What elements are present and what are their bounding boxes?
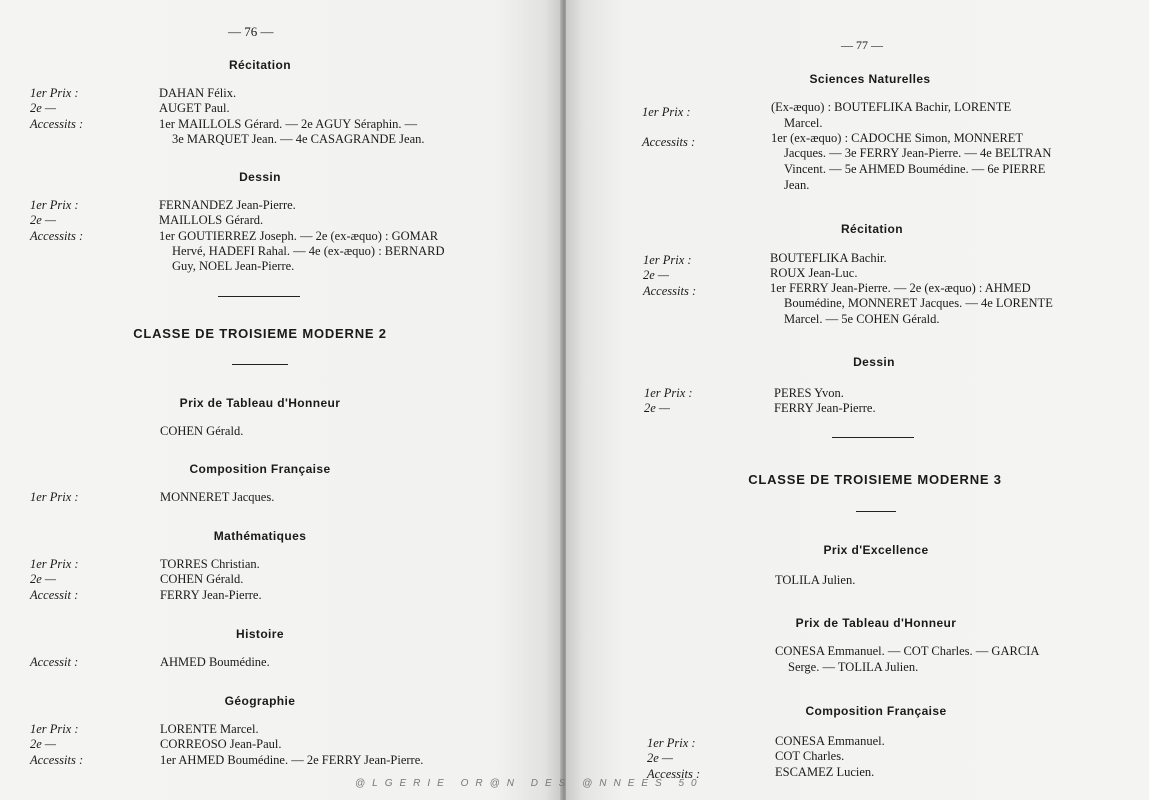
prize-winner: CONESA Emmanuel. — COT Charles. — GARCIA (775, 644, 1040, 658)
accessit-list: 1er AHMED Boumédine. — 2e FERRY Jean-Pierre. (160, 753, 424, 767)
divider (218, 296, 300, 297)
prize-label: 1er Prix : (643, 253, 692, 267)
section-title: Prix de Tableau d'Honneur (179, 396, 341, 410)
prize-label: 1er Prix : (30, 722, 79, 736)
prize-label: 1er Prix : (30, 198, 79, 212)
prize-winner: COHEN Gérald. (160, 424, 244, 438)
prize-winner: Marcel. (784, 116, 823, 130)
page-number: — 76 — (228, 24, 274, 39)
prize-label: 2e — (30, 213, 57, 227)
prize-winner: LORENTE Marcel. (160, 722, 259, 736)
section-title: Dessin (853, 355, 895, 369)
prize-winner: (Ex-æquo) : BOUTEFLIKA Bachir, LORENTE (771, 100, 1012, 114)
accessit-list: Guy, NOEL Jean-Pierre. (172, 259, 295, 273)
accessit-label: Accessits : (643, 284, 697, 298)
prize-winner: PERES Yvon. (774, 386, 844, 400)
prize-winner: ROUX Jean-Luc. (770, 266, 858, 280)
accessit-list: 3e MARQUET Jean. — 4e CASAGRANDE Jean. (172, 132, 425, 146)
section-title: Composition Française (805, 704, 947, 718)
watermark: @LGERIE OR@N DES @NNEES 50 (355, 778, 704, 789)
accessit-list: FERRY Jean-Pierre. (160, 588, 262, 602)
accessit-list: 1er MAILLOLS Gérard. — 2e AGUY Séraphin. — (159, 117, 418, 131)
accessit-list: Hervé, HADEFI Rahal. — 4e (ex-æquo) : BERNARD (172, 244, 445, 258)
accessit-list: Jean. (784, 178, 810, 192)
prize-label: 2e — (647, 751, 674, 765)
accessit-label: Accessits : (30, 117, 84, 131)
prize-winner: COT Charles. (775, 749, 845, 763)
prize-winner: MAILLOLS Gérard. (159, 213, 264, 227)
accessit-label: Accessit : (30, 588, 79, 602)
prize-winner: MONNERET Jacques. (160, 490, 275, 504)
accessit-list: Jacques. — 3e FERRY Jean-Pierre. — 4e BELTRAN (784, 146, 1052, 160)
section-title: Prix d'Excellence (823, 543, 929, 557)
accessit-list: Boumédine, MONNERET Jacques. — 4e LORENTE (784, 296, 1053, 310)
accessit-label: Accessit : (30, 655, 79, 669)
section-title: Composition Française (189, 462, 331, 476)
accessit-list: 1er FERRY Jean-Pierre. — 2e (ex-æquo) : AHMED (770, 281, 1031, 295)
section-title: Géographie (224, 694, 296, 708)
prize-winner: CORREOSO Jean-Paul. (160, 737, 282, 751)
prize-winner: CONESA Emmanuel. (775, 734, 885, 748)
right-page (566, 0, 1149, 800)
accessit-list: 1er (ex-æquo) : CADOCHE Simon, MONNERET (771, 131, 1024, 145)
prize-label: 2e — (643, 268, 670, 282)
page-number: — 77 — (841, 38, 883, 52)
class-title: CLASSE DE TROISIEME MODERNE 2 (133, 326, 387, 341)
divider (856, 511, 896, 512)
section-title: Prix de Tableau d'Honneur (795, 616, 957, 630)
prize-label: 1er Prix : (642, 105, 691, 119)
prize-label: 2e — (644, 401, 671, 415)
prize-winner: FERRY Jean-Pierre. (774, 401, 876, 415)
section-title: Sciences Naturelles (809, 72, 931, 86)
prize-label: 2e — (30, 101, 57, 115)
prize-winner: BOUTEFLIKA Bachir. (770, 251, 887, 265)
accessit-list: ESCAMEZ Lucien. (775, 765, 875, 779)
prize-label: 1er Prix : (30, 86, 79, 100)
class-title: CLASSE DE TROISIEME MODERNE 3 (748, 472, 1002, 487)
divider (232, 364, 288, 365)
section-title: Mathématiques (213, 529, 307, 543)
section-title: Récitation (228, 58, 291, 72)
prize-winner: TOLILA Julien. (775, 573, 856, 587)
prize-label: 1er Prix : (644, 386, 693, 400)
section-title: Récitation (840, 222, 903, 236)
accessit-list: AHMED Boumédine. (160, 655, 270, 669)
prize-label: 1er Prix : (30, 557, 79, 571)
prize-winner: FERNANDEZ Jean-Pierre. (159, 198, 296, 212)
accessit-label: Accessits : (30, 229, 84, 243)
section-title: Dessin (239, 170, 281, 184)
left-page (0, 0, 562, 800)
divider (832, 437, 914, 438)
accessit-list: 1er GOUTIERREZ Joseph. — 2e (ex-æquo) : GOMAR (159, 229, 439, 243)
accessit-label: Accessits : (30, 753, 84, 767)
accessit-list: Vincent. — 5e AHMED Boumédine. — 6e PIERRE (784, 162, 1046, 176)
section-title: Histoire (236, 627, 284, 641)
prize-winner: Serge. — TOLILA Julien. (788, 660, 919, 674)
prize-winner: COHEN Gérald. (160, 572, 244, 586)
accessit-label: Accessits : (642, 135, 696, 149)
accessit-list: Marcel. — 5e COHEN Gérald. (784, 312, 940, 326)
prize-winner: DAHAN Félix. (159, 86, 237, 100)
prize-label: 2e — (30, 572, 57, 586)
prize-label: 2e — (30, 737, 57, 751)
prize-label: 1er Prix : (30, 490, 79, 504)
prize-winner: AUGET Paul. (159, 101, 230, 115)
prize-label: 1er Prix : (647, 736, 696, 750)
prize-winner: TORRES Christian. (160, 557, 260, 571)
accessit-label: Accessits : (647, 767, 701, 781)
